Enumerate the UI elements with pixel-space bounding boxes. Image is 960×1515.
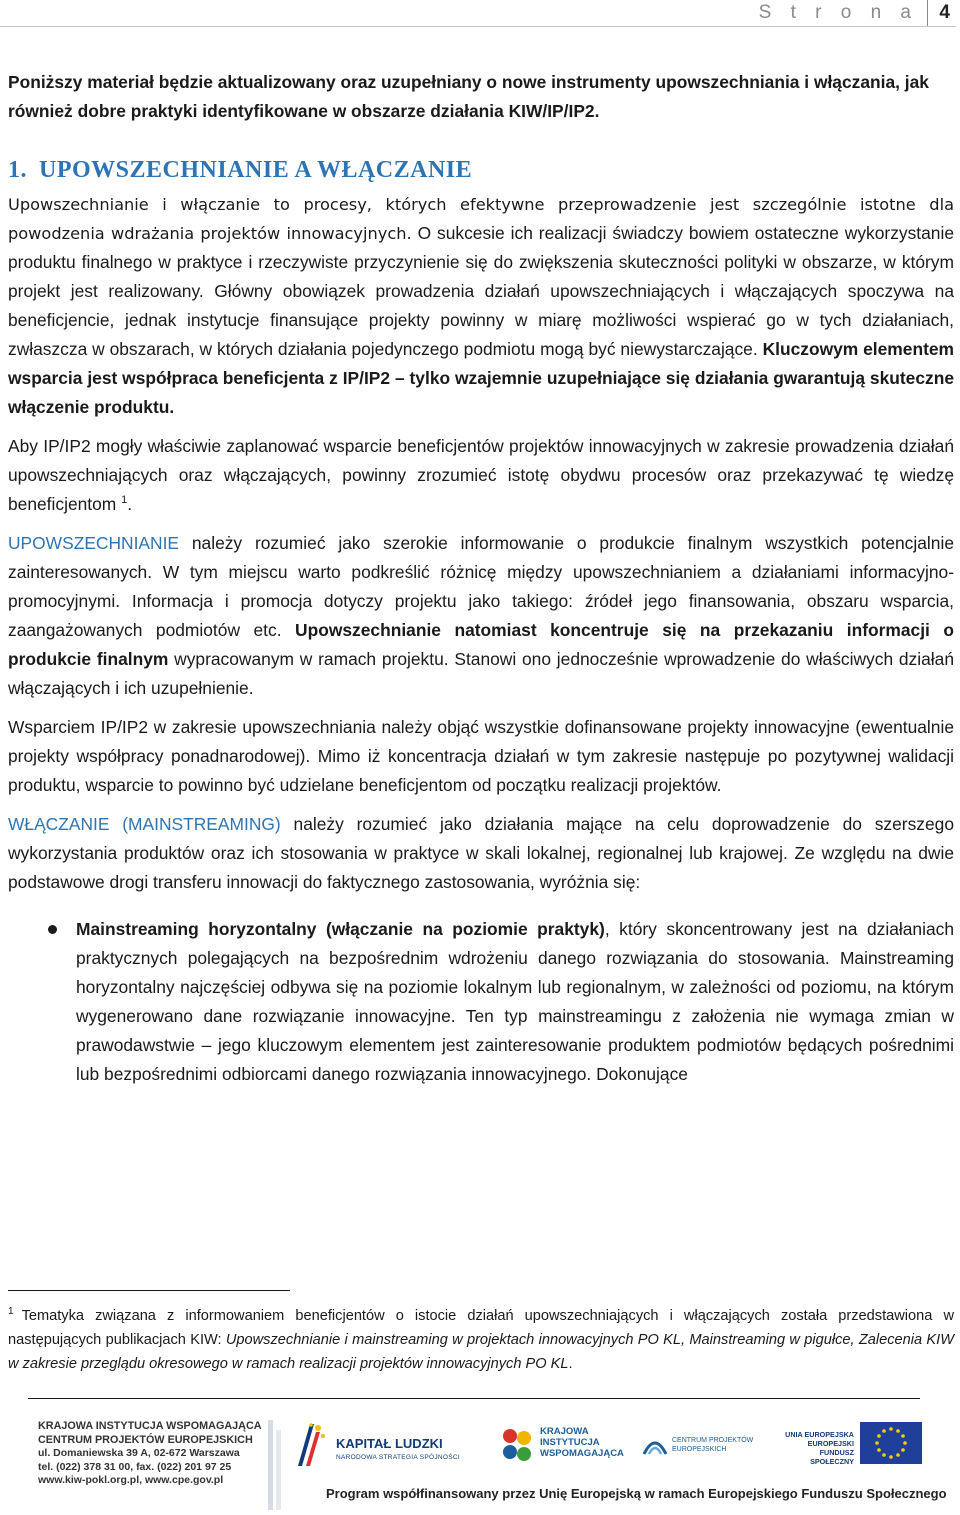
program-note: Program współfinansowany przez Unię Europejską w ramach Europejskiego Funduszu Społecznego xyxy=(326,1486,947,1501)
cpe-mark-icon xyxy=(640,1430,670,1460)
section-number: 1. xyxy=(8,157,27,183)
list-item xyxy=(76,915,954,1089)
paragraph-3 xyxy=(8,529,954,703)
term-wlaczanie: WŁĄCZANIE (MAINSTREAMING) xyxy=(8,814,281,834)
term-upowszechnianie: UPOWSZECHNIANIE xyxy=(8,533,180,553)
intro-paragraph: Poniższy materiał będzie aktualizowany oraz uzupełniany o nowe instrumenty upowszechniania i włączania, jak również dobre praktyki identyfikowane w obszarze działania KIW/IP/IP2. xyxy=(8,72,929,121)
kapital-ludzki-subtitle: NARODOWA STRATEGIA SPÓJNOŚCI xyxy=(336,1454,460,1461)
eu-name xyxy=(776,1430,854,1466)
footnote-ref: 1 xyxy=(121,494,128,507)
paragraph-2 xyxy=(8,432,954,519)
page-label: S t r o n a xyxy=(758,2,918,23)
page-header xyxy=(0,0,956,26)
footnote-publications: Upowszechnianie i mainstreaming w projektach innowacyjnych PO KL, Mainstreaming w pigułce, Zalecenia KIW w zakresie przeglądu okresowego w ramach realizacji projektów innowacyjnych PO KL xyxy=(8,1331,954,1372)
bullet-text: , który skoncentrowany jest na działaniach praktycznych polegających na bezpośrednim wdrożeniu danego rozwiązania do stosowania. Mainstreaming horyzontalny najczęściej odbywa się na poziomie lokalnym lub regionalnym, w zależności od poziomu, na którym wygenerowano dane rozwiązanie innowacyjne. Ten typ mainstreamingu z założenia nie wymaga zmian w prawodawstwie – jego kluczowym elementem jest zainteresowanie produktem podmiotów będących pośrednimi lub bezpośrednimi odbiorcami danego rozwiązania innowacyjnego. Dokonujące xyxy=(76,919,954,1084)
footnote-end: . xyxy=(568,1355,573,1372)
document-body xyxy=(8,68,954,1089)
section-title: UPOWSZECHNIANIE A WŁĄCZANIE xyxy=(39,157,473,183)
org-name-line2: CENTRUM PROJEKTÓW EUROPEJSKICH xyxy=(38,1433,253,1446)
p1-sans-text: Upowszechnianie i włączanie to procesy, których efektywne przeprowadzenie jest szczególnie istotne dla powodzenia wdrażania projektów innowacyjnych. xyxy=(8,195,954,243)
p1-bold-text: Kluczowym elementem wsparcia jest współpraca beneficjenta z IP/IP2 – tylko wzajemnie uzupełniające się działania gwarantują skuteczne włączenie produktu. xyxy=(8,339,954,417)
cpe-name xyxy=(672,1436,753,1454)
paragraph-5 xyxy=(8,810,954,897)
p5-text: należy rozumieć jako działania mające na celu doprowadzenie do szerszego wykorzystania produktów oraz ich stosowania w praktyce w skali lokalnej, regionalnej lub krajowej. Ze względu na dwie podstawowe drogi transferu innowacji do faktycznego zastosowania, wyróżnia się: xyxy=(8,814,954,892)
footnote xyxy=(8,1300,954,1376)
footnote-rule xyxy=(8,1290,290,1291)
page-footer xyxy=(0,1400,960,1515)
kiw-name xyxy=(540,1426,624,1459)
kiw-name-line3: WSPOMAGAJĄCA xyxy=(540,1448,624,1459)
org-phone: tel. (022) 378 31 00, fax. (022) 201 97 25 xyxy=(38,1460,232,1473)
cpe-logo xyxy=(640,1430,760,1470)
footnote-mark: 1 xyxy=(8,1306,14,1317)
footnote-text: Tematyka związana z informowaniem beneficjentów o istocie działań upowszechniających i włączających została przedstawiona w następujących publikacjach KIW: xyxy=(8,1307,954,1348)
footer-rule xyxy=(28,1398,920,1399)
kapital-ludzki-mark-icon xyxy=(296,1422,326,1468)
kiw-name-line1: KRAJOWA xyxy=(540,1426,589,1437)
kiw-logo xyxy=(498,1422,624,1472)
header-rule xyxy=(0,26,956,27)
p3-end: wypracowanym w ramach projektu. Stanowi ono jednocześnie wprowadzenie do właściwych działań włączających i ich uzupełnienie. xyxy=(8,649,954,698)
decorative-bars-icon xyxy=(268,1420,284,1510)
eu-flag-icon xyxy=(860,1422,922,1464)
eu-name-line2: EUROPEJSKI xyxy=(807,1439,854,1448)
org-address: ul. Domaniewska 39 A, 02-672 Warszawa xyxy=(38,1447,240,1459)
eu-name-line1: UNIA EUROPEJSKA xyxy=(785,1430,854,1439)
paragraph-4: Wsparciem IP/IP2 w zakresie upowszechniania należy objąć wszystkie dofinansowane projekty innowacyjne (ewentualnie projekty współpracy ponadnarodowej). Mimo iż koncentracja działań w tym zakresie następuje po pozytywnej walidacji produktu, wsparcie to powinno być udzielane beneficjentom od początku realizacji projektów. xyxy=(8,717,954,795)
p3-bold-text: Upowszechnianie natomiast koncentruje się na przekazaniu informacji o produkcie finalnym xyxy=(8,620,954,669)
section-heading xyxy=(8,154,954,186)
cpe-name-line2: EUROPEJSKICH xyxy=(672,1446,727,1453)
kapital-ludzki-logo xyxy=(296,1422,476,1472)
bullet-list xyxy=(8,915,954,1089)
page-number: 4 xyxy=(939,2,950,23)
kiw-contact-block xyxy=(38,1420,268,1488)
org-web: www.kiw-pokl.org.pl, www.cpe.gov.pl xyxy=(38,1474,224,1486)
kiw-mark-icon xyxy=(498,1424,538,1468)
bullet-bold-text: Mainstreaming horyzontalny (włączanie na poziomie praktyk) xyxy=(76,919,605,939)
org-name-line1: KRAJOWA INSTYTUCJA WSPOMAGAJĄCA xyxy=(38,1420,262,1432)
bullet-icon xyxy=(48,925,57,934)
eu-name-line3: FUNDUSZ SPOŁECZNY xyxy=(810,1448,854,1466)
p2-end: . xyxy=(127,494,133,514)
p3-text: należy rozumieć jako szerokie informowanie o produkcie finalnym wszystkich potencjalnie zainteresowanych. W tym miejscu warto podkreślić różnicę między upowszechnianiem a działaniami informacyjno-promocyjnymi. Informacja i promocja dotyczy projektu jako takiego: źródeł jego finansowania, obszaru wsparcia, zaangażowanych podmiotów etc. xyxy=(8,533,954,640)
cpe-name-line1: CENTRUM PROJEKTÓW xyxy=(672,1437,754,1444)
p1-text: O sukcesie ich realizacji świadczy bowiem ostateczne wykorzystanie produktu finalnego w praktyce i rzeczywiste przyczynienie się do zwiększenia skuteczności polityki w obszarze, w którym projekt jest realizowany. Główny obowiązek prowadzenia działań upowszechniających i włączających spoczywa na beneficjencie, jednak instytucje finansujące projekty powinny w miarę możliwości wspierać go w tych działaniach, zwłaszcza w obszarach, w których działania pojedynczego podmiotu mogą być niewystarczające. xyxy=(8,223,954,359)
header-separator xyxy=(927,0,928,26)
paragraph-1 xyxy=(8,190,954,422)
eu-logo xyxy=(776,1418,926,1478)
p2-text: Aby IP/IP2 mogły właściwie zaplanować wsparcie beneficjentów projektów innowacyjnych w zakresie prowadzenia działań upowszechniających oraz włączających, powinny zrozumieć istotę obydwu procesów oraz przekazywać tę wiedzę beneficjentom xyxy=(8,436,954,514)
kapital-ludzki-title: KAPITAŁ LUDZKI xyxy=(336,1436,443,1451)
kiw-name-line2: INSTYTUCJA xyxy=(540,1437,600,1448)
